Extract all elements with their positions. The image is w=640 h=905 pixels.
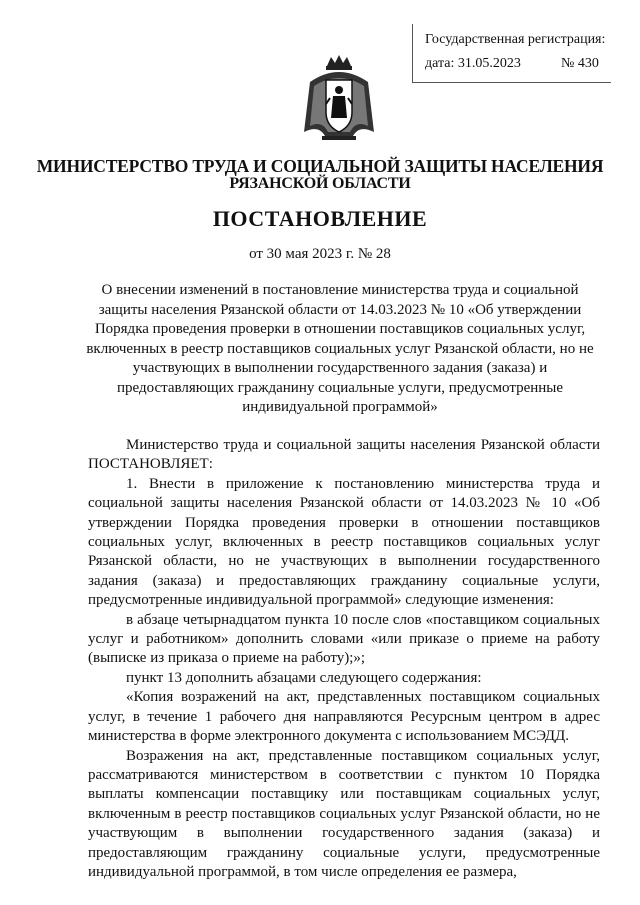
registration-label: Государственная регистрация:: [425, 32, 606, 47]
registration-date-line: [425, 56, 599, 72]
body-paragraph: пункт 13 дополнить абзацами следующего содержания:: [126, 669, 482, 686]
ryazan-coat-of-arms-icon: [300, 52, 378, 144]
registration-date: дата: 31.05.2023: [425, 56, 521, 71]
document-date-number: от 30 мая 2023 г. № 28: [249, 246, 391, 262]
registration-stamp: [412, 24, 611, 83]
document-body: [88, 436, 600, 882]
body-paragraph: «Копия возражений на акт, представленных поставщиком социальных услуг, в течение 1 рабочего дня направляются Ресурсным центром в адрес министерства в форме электронного документа с использованием МСЭДД.: [88, 689, 600, 745]
registration-number: № 430: [561, 56, 599, 71]
body-paragraph: Возражения на акт, представленные поставщиком социальных услуг, рассматриваются министерством в соответствии с пунктом 10 Порядка выплаты компенсации поставщику или поставщикам социальных услуг, включенным в реестр поставщиков социальных услуг Рязанской области, но не участвующим в выполнении государственного задания (заказа) и предоставляющим гражданину социальные услуги, предусмотренные индивидуальной программой, в том числе определения ее размера,: [88, 747, 600, 880]
ministry-name-line1: МИНИСТЕРСТВО ТРУДА И СОЦИАЛЬНОЙ ЗАЩИТЫ НАСЕЛЕНИЯ: [36, 156, 604, 176]
ministry-name-line2: РЯЗАНСКОЙ ОБЛАСТИ: [229, 175, 411, 192]
document-subject: О внесении изменений в постановление министерства труда и социальной защиты населения Рязанской области от 14.03.2023 № 10 «Об утверждении Порядка проведения проверки в отношении поставщиков социальных услуг, включенных в реестр поставщиков социальных услуг Рязанской области, но не участвующих в выполнении государственного задания (заказа) и предоставляющих гражданину социальные услуги, предусмотренные индивидуальной программой»: [86, 282, 594, 415]
body-paragraph: 1. Внести в приложение к постановлению министерства труда и социальной защиты населения Рязанской области от 14.03.2023 № 10 «Об утверждении Порядка проведения проверки в отношении поставщиков социальных услуг, включенных в реестр поставщиков социальных услуг Рязанской области, но не участвующих в выполнении государственного задания (заказа) и предоставляющих гражданину социальные услуги, предусмотренные индивидуальной программой» следующие изменения:: [88, 475, 600, 609]
body-paragraph: Министерство труда и социальной защиты населения Рязанской области ПОСТАНОВЛЯЕТ:: [88, 437, 600, 473]
document-title: ПОСТАНОВЛЕНИЕ: [212, 206, 428, 231]
body-paragraph: в абзаце четырнадцатом пункта 10 после слов «поставщиком социальных услуг и работником» дополнить словами «или приказе о приеме на работу (выписке из приказа о приеме на работу);»;: [88, 611, 600, 667]
